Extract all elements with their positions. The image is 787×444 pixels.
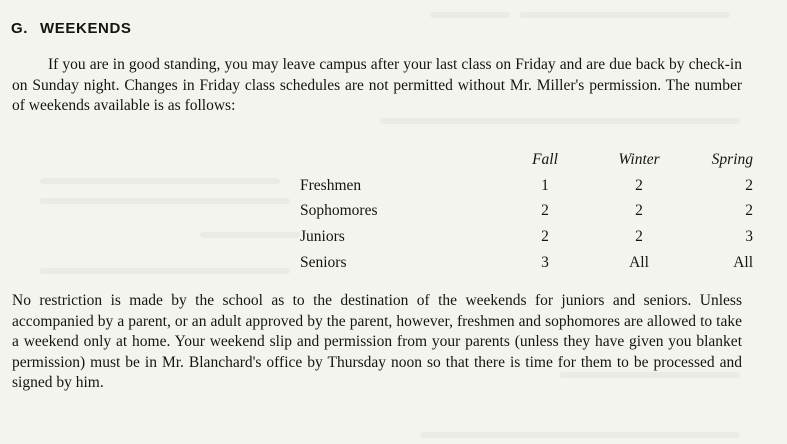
spring-cell: 2 bbox=[745, 176, 753, 194]
winter-cell: 2 bbox=[635, 202, 643, 220]
fall-cell: 1 bbox=[541, 176, 549, 194]
section-letter: G. bbox=[11, 20, 29, 37]
fall-cell: 2 bbox=[541, 228, 549, 246]
winter-column-header: Winter bbox=[618, 150, 660, 168]
class-name-cell: Freshmen bbox=[300, 176, 362, 194]
restrictions-paragraph: No restriction is made by the school as to the destination of the weekends for juniors and seniors. Unless accompanied by a parent, or an adult approved by the parent, however, freshmen and sophomores are allowed to take a weekend only at home. Your weekend slip and permission from your parents (unless they have given you blanket permission) must be in Mr. Blanchard's office by Thursday noon so that there is time for them to be processed and signed by him. bbox=[12, 292, 742, 392]
table-row bbox=[300, 224, 753, 250]
spring-column-header: Spring bbox=[711, 150, 753, 168]
table-row bbox=[300, 199, 753, 225]
class-column-header bbox=[300, 147, 505, 173]
table-row bbox=[300, 250, 753, 276]
fall-column-header: Fall bbox=[532, 150, 558, 168]
spring-cell: 2 bbox=[745, 202, 753, 220]
winter-cell: 2 bbox=[635, 176, 643, 194]
intro-paragraph: If you are in good standing, you may leave campus after your last class on Friday and are due back by check-in on Sunday night. Changes in Friday class schedules are not permitted without Mr. Miller's permission. The number of weekends available is as follows: bbox=[12, 56, 742, 115]
section-heading bbox=[11, 20, 132, 37]
spring-cell: All bbox=[733, 254, 753, 272]
fall-cell: 2 bbox=[541, 202, 549, 220]
spring-cell: 3 bbox=[745, 228, 753, 246]
weekends-table bbox=[300, 147, 753, 276]
class-name-cell: Sophomores bbox=[300, 202, 378, 220]
table-row bbox=[300, 173, 753, 199]
section-title: WEEKENDS bbox=[40, 20, 132, 37]
winter-cell: All bbox=[629, 254, 649, 272]
class-name-cell: Juniors bbox=[300, 228, 345, 246]
winter-cell: 2 bbox=[635, 228, 643, 246]
table-header-row bbox=[300, 147, 753, 173]
fall-cell: 3 bbox=[541, 254, 549, 272]
class-name-cell: Seniors bbox=[300, 254, 347, 272]
